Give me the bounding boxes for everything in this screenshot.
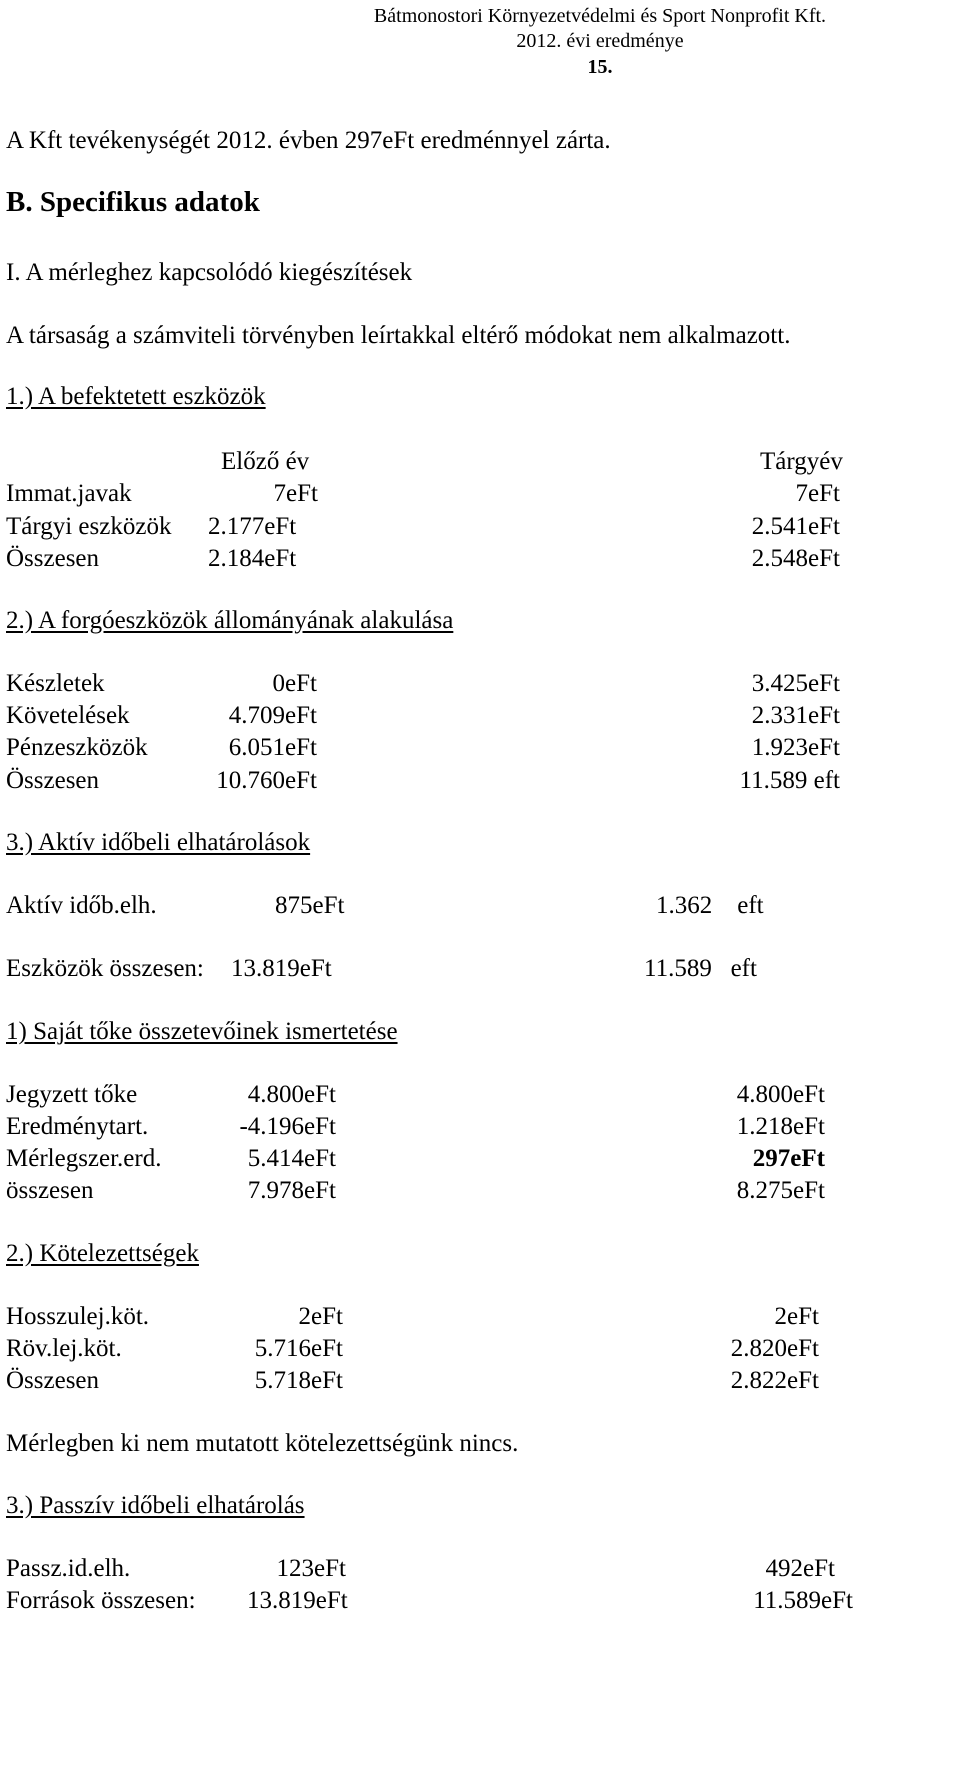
row-curr: 2.331eFt	[751, 702, 840, 729]
row-curr: 7eFt	[795, 480, 840, 507]
current-assets-title: 2.) A forgóeszközök állományának alakulása	[6, 607, 454, 634]
row-label: Jegyzett tőke	[6, 1081, 138, 1108]
row-label: Tárgyi eszközök	[6, 513, 172, 540]
row-curr: 1.218eFt	[736, 1113, 825, 1140]
row-curr: 297eFt	[752, 1145, 825, 1172]
assets-total-curr: 11.589 eft	[644, 955, 757, 982]
row-label: Eredménytart.	[6, 1113, 149, 1140]
row-label: Mérlegszer.erd.	[6, 1145, 162, 1172]
row-prev: -4.196eFt	[239, 1113, 336, 1140]
row-curr: 11.589 eft	[739, 767, 840, 794]
accruals-row-label: Aktív időb.elh.	[6, 892, 157, 919]
row-prev: 2.177eFt	[208, 513, 297, 540]
row-prev: 5.414eFt	[247, 1145, 336, 1172]
liabilities-note: Mérlegben ki nem mutatott kötelezettségünk nincs.	[6, 1430, 519, 1457]
accruals-row-curr: 1.362 eft	[656, 892, 764, 919]
row-curr: 3.425eFt	[751, 670, 840, 697]
row-prev: 0eFt	[272, 670, 317, 697]
row-label: összesen	[6, 1177, 94, 1204]
row-prev: 5.716eFt	[254, 1335, 343, 1362]
equity-title: 1) Saját tőke összetevőinek ismertetése	[6, 1018, 398, 1045]
row-label: Összesen	[6, 545, 100, 572]
company-name: Bátmonostori Környezetvédelmi és Sport Nonprofit Kft.	[373, 5, 827, 27]
deferred-row-curr: 492eFt	[765, 1555, 835, 1582]
row-prev: 10.760eFt	[216, 767, 317, 794]
row-curr: 2.822eFt	[730, 1367, 819, 1394]
row-label: Követelések	[6, 702, 130, 729]
assets-total-label: Eszközök összesen:	[6, 955, 204, 982]
policy-note: A társaság a számviteli törvényben leírtakkal eltérő módokat nem alkalmazott.	[6, 322, 791, 349]
intro-text: A Kft tevékenységét 2012. évben 297eFt eredménnyel zárta.	[6, 127, 611, 154]
deferred-title: 3.) Passzív időbeli elhatárolás	[6, 1492, 305, 1519]
sources-total-curr: 11.589eFt	[753, 1587, 853, 1614]
section-i-heading: I. A mérleghez kapcsolódó kiegészítések	[6, 259, 413, 286]
row-prev: 5.718eFt	[254, 1367, 343, 1394]
row-curr: 2.541eFt	[751, 513, 840, 540]
page-number: 15.	[587, 56, 613, 78]
row-prev: 4.800eFt	[247, 1081, 336, 1108]
fixed-assets-title: 1.) A befektetett eszközök	[6, 383, 266, 410]
deferred-row-prev: 123eFt	[276, 1555, 346, 1582]
row-prev: 4.709eFt	[228, 702, 317, 729]
row-prev: 2eFt	[298, 1303, 343, 1330]
row-label: Pénzeszközök	[6, 734, 148, 761]
deferred-row-label: Passz.id.elh.	[6, 1555, 131, 1582]
accruals-row-prev: 875eFt	[275, 892, 345, 919]
row-label: Összesen	[6, 767, 100, 794]
section-b-heading: B. Specifikus adatok	[6, 186, 260, 218]
row-curr: 8.275eFt	[736, 1177, 825, 1204]
row-curr: 2.548eFt	[751, 545, 840, 572]
row-label: Hosszulej.köt.	[6, 1303, 150, 1330]
sources-total-label: Források összesen:	[6, 1587, 196, 1614]
row-curr: 1.923eFt	[751, 734, 840, 761]
assets-total-prev: 13.819eFt	[231, 955, 332, 982]
row-prev: 7eFt	[273, 480, 318, 507]
liabilities-title: 2.) Kötelezettségek	[6, 1240, 199, 1267]
col-prev-year: Előző év	[221, 448, 310, 475]
accruals-title: 3.) Aktív időbeli elhatárolások	[6, 829, 311, 856]
sources-total-prev: 13.819eFt	[247, 1587, 348, 1614]
row-label: Készletek	[6, 670, 105, 697]
col-current-year: Tárgyév	[760, 448, 843, 475]
row-curr: 2.820eFt	[730, 1335, 819, 1362]
row-label: Immat.javak	[6, 480, 132, 507]
row-prev: 2.184eFt	[208, 545, 297, 572]
row-prev: 7.978eFt	[247, 1177, 336, 1204]
row-curr: 4.800eFt	[736, 1081, 825, 1108]
row-label: Röv.lej.köt.	[6, 1335, 122, 1362]
row-curr: 2eFt	[774, 1303, 819, 1330]
row-label: Összesen	[6, 1367, 100, 1394]
row-prev: 6.051eFt	[228, 734, 317, 761]
report-subtitle: 2012. évi eredménye	[516, 30, 684, 52]
